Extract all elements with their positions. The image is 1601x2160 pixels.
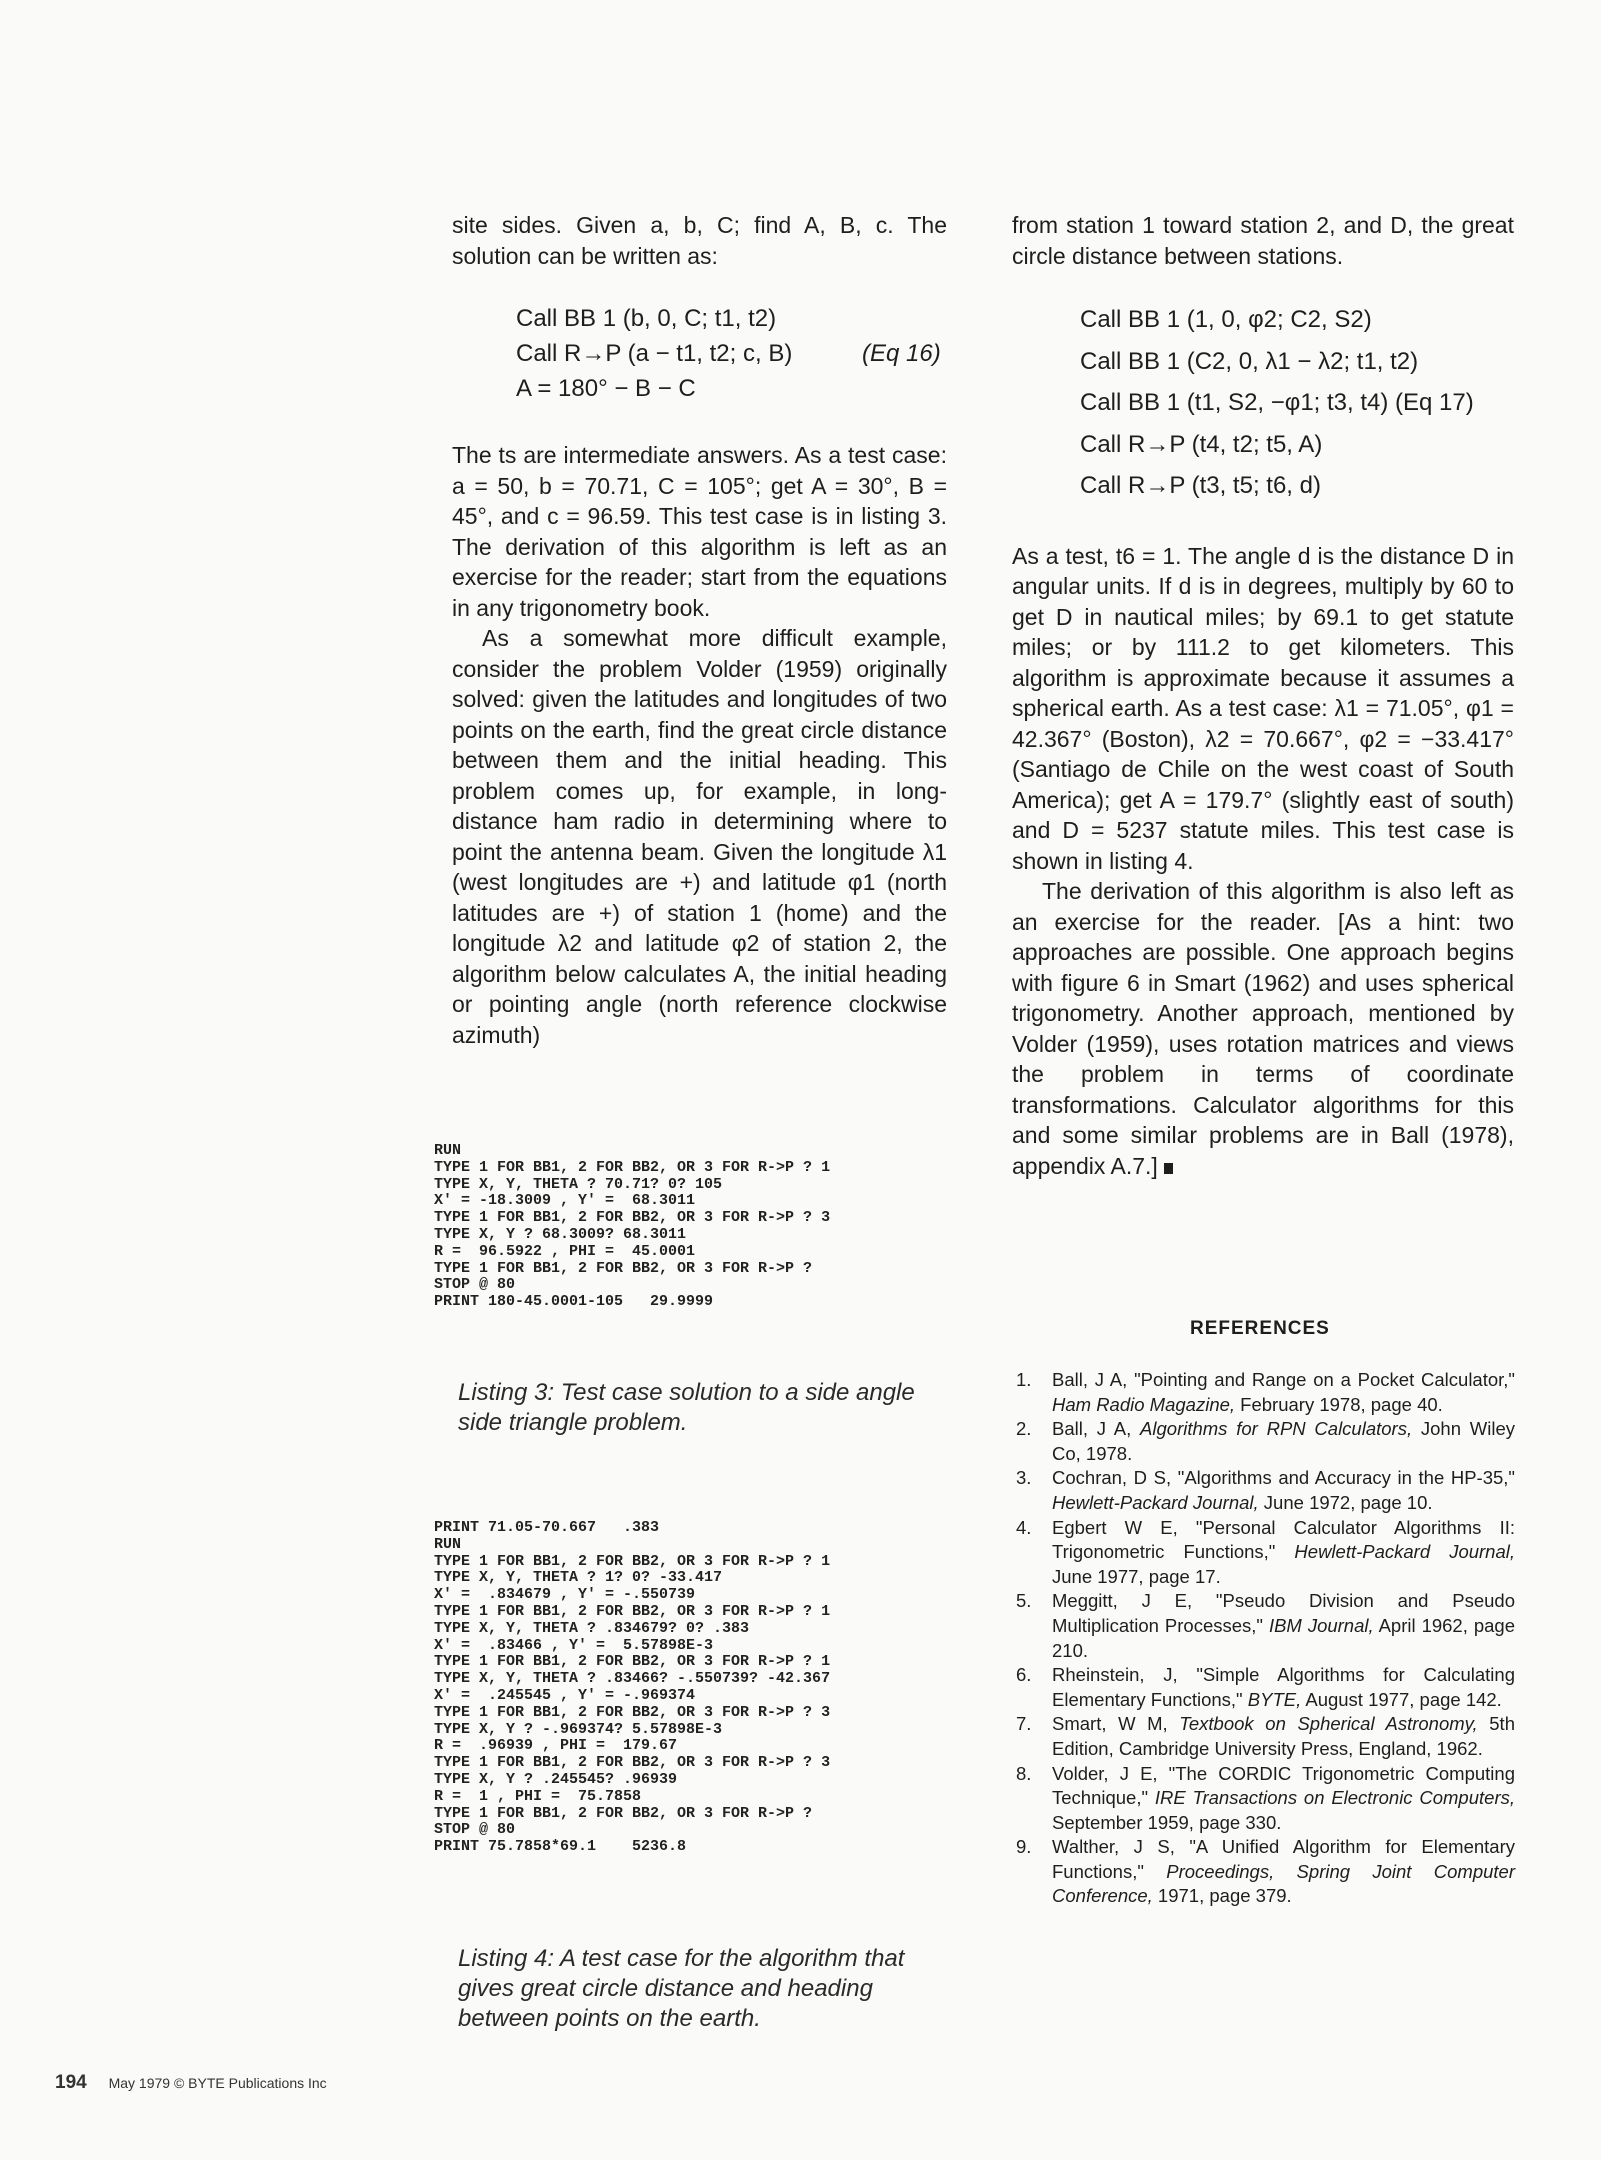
equation-line: A = 180° − B − C [516, 375, 696, 402]
references-heading: REFERENCES [1190, 1318, 1330, 1339]
code-line: R = .96939 , PHI = 179.67 [434, 1737, 678, 1755]
code-line: PRINT 180-45.0001-105 29.9999 [434, 1293, 714, 1311]
reference-number: 1. [1016, 1369, 1032, 1390]
listing-3-caption: Listing 3: Test case solution to a side angle side triangle problem. [458, 1379, 915, 1436]
code-line: X' = .245545 , Y' = -.969374 [434, 1686, 696, 1704]
reference-source: Hewlett-Packard Journal, [1052, 1491, 1259, 1513]
equation-line: Call R→P (a − t1, t2; c, B) [516, 340, 793, 367]
code-line: TYPE 1 FOR BB1, 2 FOR BB2, OR 3 FOR R->P ? [434, 1804, 813, 1822]
equation-tag: (Eq 16) [862, 340, 941, 367]
reference-detail: June 1972, page 10. [1258, 1491, 1433, 1513]
paragraph: from station 1 toward station 2, and D, the great circle distance between stations. [1012, 212, 1514, 269]
references-list [1012, 1368, 1515, 1909]
code-line: TYPE 1 FOR BB1, 2 FOR BB2, OR 3 FOR R->P ? 1 [434, 1602, 831, 1620]
reference-item [1012, 1712, 1515, 1761]
equation-line: Call BB 1 (t1, S2, −φ1; t3, t4) (Eq 17) [1080, 389, 1474, 416]
code-line: TYPE X, Y, THETA ? 1? 0? -33.417 [434, 1569, 723, 1587]
paragraph: As a test, t6 = 1. The angle d is the distance D in angular units. If d is in degrees, multiply by 60 to get D in nautical miles; by 69.1 to get statute miles; or by 111.2 to get kilometers. This algorithm is approximate because it assumes a spherical earth. As a test case: λ1 = 71.05°, φ1 = 42.367° (Boston), λ2 = 70.667°, φ2 = −33.417° (Santiago de Chile on the west coast of South America); get A = 179.7° (slightly east of south) and D = 5237 statute miles. This test case is shown in listing 4. [1012, 542, 1514, 874]
end-of-article-mark-icon [1164, 1163, 1173, 1174]
reference-source: Proceedings, Spring Joint Computer Conference, [1052, 1860, 1515, 1907]
reference-text: Ball, J A, [1052, 1418, 1141, 1440]
code-line: TYPE X, Y, THETA ? .834679? 0? .383 [434, 1619, 750, 1637]
reference-text: Cochran, D S, "Algorithms and Accuracy in the HP-35," [1052, 1467, 1515, 1489]
code-line: PRINT 71.05-70.667 .383 [434, 1519, 660, 1536]
equation-line: Call BB 1 (1, 0, φ2; C2, S2) [1080, 306, 1372, 333]
right-column [1012, 210, 1514, 1181]
reference-number: 8. [1016, 1762, 1032, 1784]
reference-detail: September 1959, page 330. [1052, 1811, 1282, 1833]
listing-3-code [434, 1143, 830, 1311]
paragraph-text: The derivation of this algorithm is also left as an exercise for the reader. [As a hint: two approaches are possible. One approach begins with figure 6 in Smart (1962) and uses spherical trigonometry. Another approach, mentioned by Volder (1959), uses rotation matrices and views the problem in terms of coordinate transformations. Calculator algorithms for this and some similar problems are in Ball (1978), appendix A.7.] [1012, 878, 1514, 1179]
equation-line: Call R→P (t3, t5; t6, d) [1080, 472, 1321, 499]
reference-item [1012, 1835, 1515, 1909]
reference-detail: John Wiley Co, 1978. [1052, 1418, 1516, 1464]
reference-detail: February 1978, page 40. [1235, 1393, 1443, 1415]
reference-text: Walther, J S, "A Unified Algorithm for Elementary Functions," [1052, 1836, 1515, 1882]
code-line: TYPE X, Y, THETA ? .83466? -.550739? -42.367 [434, 1670, 831, 1688]
footer-credit: May 1979 © BYTE Publications Inc [108, 2075, 327, 2091]
reference-number: 2. [1016, 1418, 1032, 1440]
reference-number: 6. [1016, 1664, 1032, 1686]
page-footer [55, 2072, 327, 2094]
reference-item [1012, 1417, 1515, 1466]
listing-4-caption: Listing 4: A test case for the algorithm that gives great circle distance and heading between points on the earth. [458, 1945, 905, 2032]
reference-item [1012, 1663, 1515, 1712]
code-line: TYPE 1 FOR BB1, 2 FOR BB2, OR 3 FOR R->P ? 3 [434, 1209, 831, 1227]
code-line: TYPE 1 FOR BB1, 2 FOR BB2, OR 3 FOR R->P ? 1 [434, 1653, 831, 1671]
code-line: RUN [434, 1142, 462, 1159]
reference-item [1012, 1589, 1515, 1663]
reference-number: 7. [1016, 1713, 1032, 1735]
equation-line: Call BB 1 (b, 0, C; t1, t2) [516, 305, 777, 332]
page-number: 194 [55, 2072, 87, 2093]
reference-detail: 1971, page 379. [1152, 1885, 1292, 1907]
reference-detail: April 1962, page 210. [1052, 1614, 1515, 1661]
equation-line: Call R→P (t4, t2; t5, A) [1080, 430, 1323, 458]
code-line: TYPE 1 FOR BB1, 2 FOR BB2, OR 3 FOR R->P ? 1 [434, 1552, 831, 1570]
equation-17 [1012, 299, 1514, 507]
code-line: R = 96.5922 , PHI = 45.0001 [434, 1242, 696, 1260]
reference-text: Smart, W M, [1052, 1713, 1180, 1735]
code-line: RUN [434, 1535, 462, 1553]
equation-line: Call BB 1 (C2, 0, λ1 − λ2; t1, t2) [1080, 347, 1419, 375]
listing-4-code [434, 1520, 830, 1856]
equation-16 [452, 301, 947, 406]
reference-source: Ham Radio Magazine, [1052, 1393, 1236, 1415]
reference-number: 4. [1016, 1516, 1032, 1538]
reference-source: Textbook on Spherical Astronomy, [1179, 1713, 1478, 1735]
code-line: R = 1 , PHI = 75.7858 [434, 1787, 642, 1805]
code-line: STOP @ 80 [434, 1276, 516, 1294]
paragraph: The ts are intermediate answers. As a test case: a = 50, b = 70.71, C = 105°; get A = 30°, B = 45°, and c = 96.59. This test case is in listing 3. The derivation of this algorithm is left as an exercise for the reader; start from the equations in any trigonometry book. [452, 442, 947, 621]
reference-source: IRE Transactions on Electronic Computers, [1154, 1787, 1515, 1809]
code-line: X' = .83466 , Y' = 5.57898E-3 [434, 1636, 714, 1654]
code-line: STOP @ 80 [434, 1821, 516, 1839]
paragraph: site sides. Given a, b, C; find A, B, c. The solution can be written as: [452, 212, 947, 269]
reference-number: 9. [1016, 1836, 1032, 1858]
reference-item [1012, 1516, 1515, 1590]
code-line: TYPE 1 FOR BB1, 2 FOR BB2, OR 3 FOR R->P ? 3 [434, 1703, 831, 1721]
reference-item [1012, 1762, 1515, 1836]
reference-number: 5. [1016, 1590, 1032, 1612]
code-line: TYPE 1 FOR BB1, 2 FOR BB2, OR 3 FOR R->P ? 1 [434, 1158, 831, 1176]
reference-text: Volder, J E, "The CORDIC Trigonometric Computing Technique," [1052, 1762, 1515, 1809]
code-line: TYPE X, Y ? 68.3009? 68.3011 [434, 1225, 687, 1243]
code-line: TYPE X, Y ? .245545? .96939 [434, 1770, 678, 1788]
code-line: TYPE X, Y ? -.969374? 5.57898E-3 [434, 1720, 723, 1738]
reference-text: Ball, J A, "Pointing and Range on a Pocket Calculator," [1052, 1369, 1515, 1390]
left-column [452, 210, 947, 1050]
reference-source: BYTE, [1247, 1688, 1302, 1710]
reference-source: IBM Journal, [1268, 1614, 1374, 1636]
reference-text: Rheinstein, J, "Simple Algorithms for Calculating Elementary Functions," [1052, 1664, 1515, 1710]
code-line: X' = -18.3009 , Y' = 68.3011 [434, 1192, 696, 1210]
reference-detail: August 1977, page 142. [1301, 1688, 1502, 1710]
reference-text: Egbert W E, "Personal Calculator Algorithms II: Trigonometric Functions," [1052, 1516, 1515, 1563]
paragraph: As a somewhat more difficult example, consider the problem Volder (1959) originally solved: given the latitudes and longitudes of two points on the earth, find the great circle distance between them and the initial heading. This problem comes up, for example, in long-distance ham radio in determining where to point the antenna beam. Given the longitude λ1 (west longitudes are +) and latitude φ1 (north latitudes are +) of station 1 (home) and the longitude λ2 and latitude φ2 of station 2, the algorithm below calculates A, the initial heading or pointing angle (north reference clockwise azimuth) [452, 625, 947, 1048]
code-line: TYPE X, Y, THETA ? 70.71? 0? 105 [434, 1175, 723, 1193]
reference-detail: 5th Edition, Cambridge University Press, England, 1962. [1052, 1713, 1515, 1759]
reference-item [1012, 1466, 1515, 1515]
code-line: TYPE 1 FOR BB1, 2 FOR BB2, OR 3 FOR R->P ? [434, 1259, 813, 1277]
reference-source: Algorithms for RPN Calculators, [1140, 1418, 1413, 1440]
reference-text: Meggitt, J E, "Pseudo Division and Pseudo Multiplication Processes," [1052, 1590, 1515, 1636]
code-line: TYPE 1 FOR BB1, 2 FOR BB2, OR 3 FOR R->P ? 3 [434, 1754, 831, 1772]
code-line: X' = .834679 , Y' = -.550739 [434, 1586, 696, 1604]
code-line: PRINT 75.7858*69.1 5236.8 [434, 1838, 687, 1856]
reference-item [1012, 1368, 1515, 1417]
reference-detail: June 1977, page 17. [1052, 1565, 1221, 1587]
reference-number: 3. [1016, 1467, 1032, 1489]
paragraph [1012, 876, 1514, 1181]
reference-source: Hewlett-Packard Journal, [1294, 1541, 1516, 1563]
